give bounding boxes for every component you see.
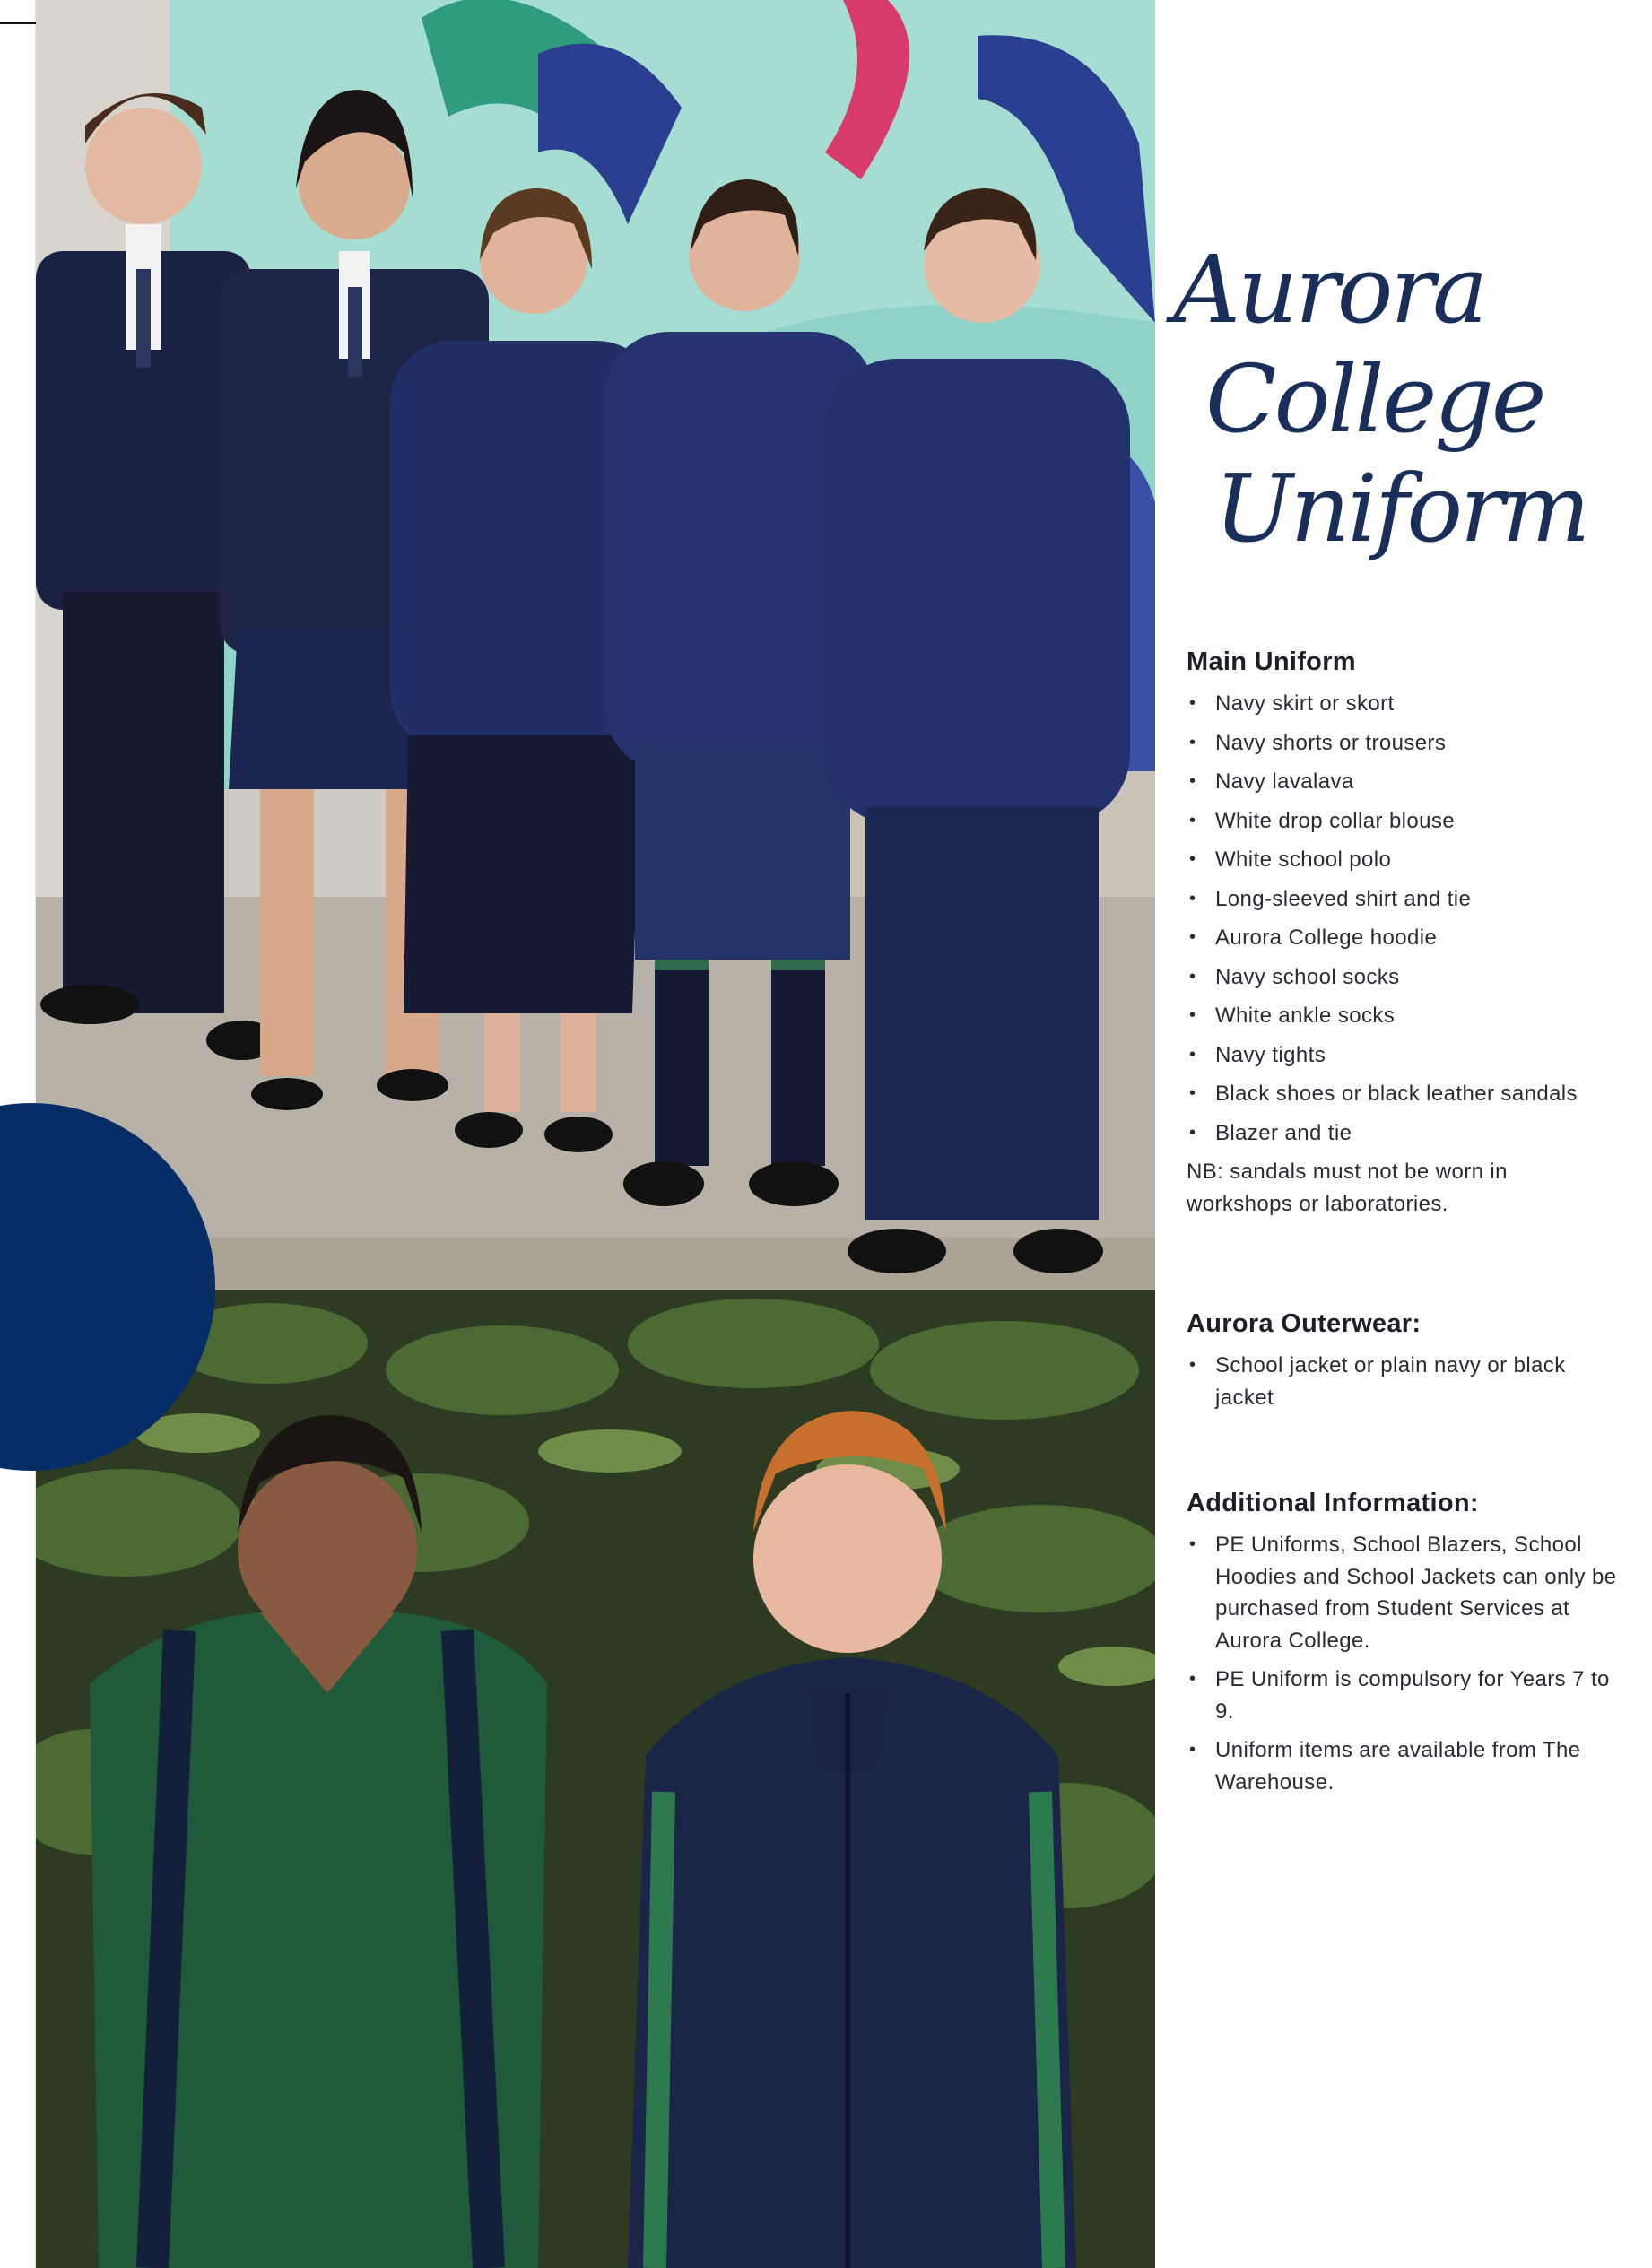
list-item: • Navy tights bbox=[1187, 1039, 1617, 1072]
list-item: • Navy shorts or trousers bbox=[1187, 727, 1617, 760]
list-item: • Long-sleeved shirt and tie bbox=[1187, 883, 1617, 916]
bullet-icon: • bbox=[1189, 1005, 1196, 1025]
bullet-icon: • bbox=[1189, 771, 1196, 791]
outerwear-heading: Aurora Outerwear: bbox=[1187, 1309, 1422, 1338]
list-item: • PE Uniforms, School Blazers, School Hoodies and School Jackets can only be purchased from Student Services at Aurora College. bbox=[1187, 1529, 1617, 1656]
list-item: • PE Uniform is compulsory for Years 7 to 9. bbox=[1187, 1664, 1617, 1727]
bullet-icon: • bbox=[1189, 693, 1196, 713]
list-item: • Black shoes or black leather sandals bbox=[1187, 1078, 1617, 1110]
page-title bbox=[1164, 235, 1588, 563]
bullet-icon: • bbox=[1189, 849, 1196, 869]
list-item: • Blazer and tie bbox=[1187, 1117, 1617, 1150]
bullet-icon: • bbox=[1189, 927, 1196, 947]
outerwear-section bbox=[1187, 1309, 1617, 1421]
bullet-icon: • bbox=[1189, 1355, 1196, 1375]
bullet-icon: • bbox=[1189, 1669, 1196, 1689]
sandals-note: NB: sandals must not be worn in workshops or laboratories. bbox=[1187, 1160, 1508, 1216]
bullet-icon: • bbox=[1189, 966, 1196, 986]
additional-info-heading: Additional Information: bbox=[1187, 1489, 1479, 1517]
bullet-icon: • bbox=[1189, 732, 1196, 752]
outerwear-list bbox=[1187, 1350, 1617, 1413]
list-item: • Navy lavalava bbox=[1187, 766, 1617, 798]
bullet-icon: • bbox=[1189, 1740, 1196, 1760]
list-item: • Navy school socks bbox=[1187, 961, 1617, 994]
bullet-icon: • bbox=[1189, 1044, 1196, 1064]
bullet-icon: • bbox=[1189, 1083, 1196, 1103]
main-uniform-list bbox=[1187, 688, 1617, 1149]
bullet-icon: • bbox=[1189, 1122, 1196, 1143]
list-item: • White school polo bbox=[1187, 844, 1617, 876]
list-item: • School jacket or plain navy or black jacket bbox=[1187, 1350, 1617, 1413]
list-item: • Aurora College hoodie bbox=[1187, 922, 1617, 954]
crop-mark bbox=[0, 22, 36, 24]
main-uniform-heading: Main Uniform bbox=[1187, 647, 1356, 676]
additional-info-list bbox=[1187, 1529, 1617, 1798]
bullet-icon: • bbox=[1189, 1534, 1196, 1554]
bullet-icon: • bbox=[1189, 810, 1196, 830]
title-line-2: College bbox=[1205, 344, 1544, 454]
title-line-1: Aurora bbox=[1173, 235, 1486, 344]
list-item: • White drop collar blouse bbox=[1187, 805, 1617, 838]
pe-uniform-photo bbox=[36, 1290, 1155, 2268]
main-uniform-photo bbox=[36, 0, 1155, 1290]
list-item: • Navy skirt or skort bbox=[1187, 688, 1617, 720]
main-uniform-section bbox=[1187, 647, 1617, 1220]
bullet-icon: • bbox=[1189, 888, 1196, 908]
additional-info-section bbox=[1187, 1489, 1617, 1805]
list-item: • White ankle socks bbox=[1187, 1000, 1617, 1032]
list-item: • Uniform items are available from The Warehouse. bbox=[1187, 1734, 1617, 1798]
title-line-3: Uniform bbox=[1214, 454, 1588, 563]
